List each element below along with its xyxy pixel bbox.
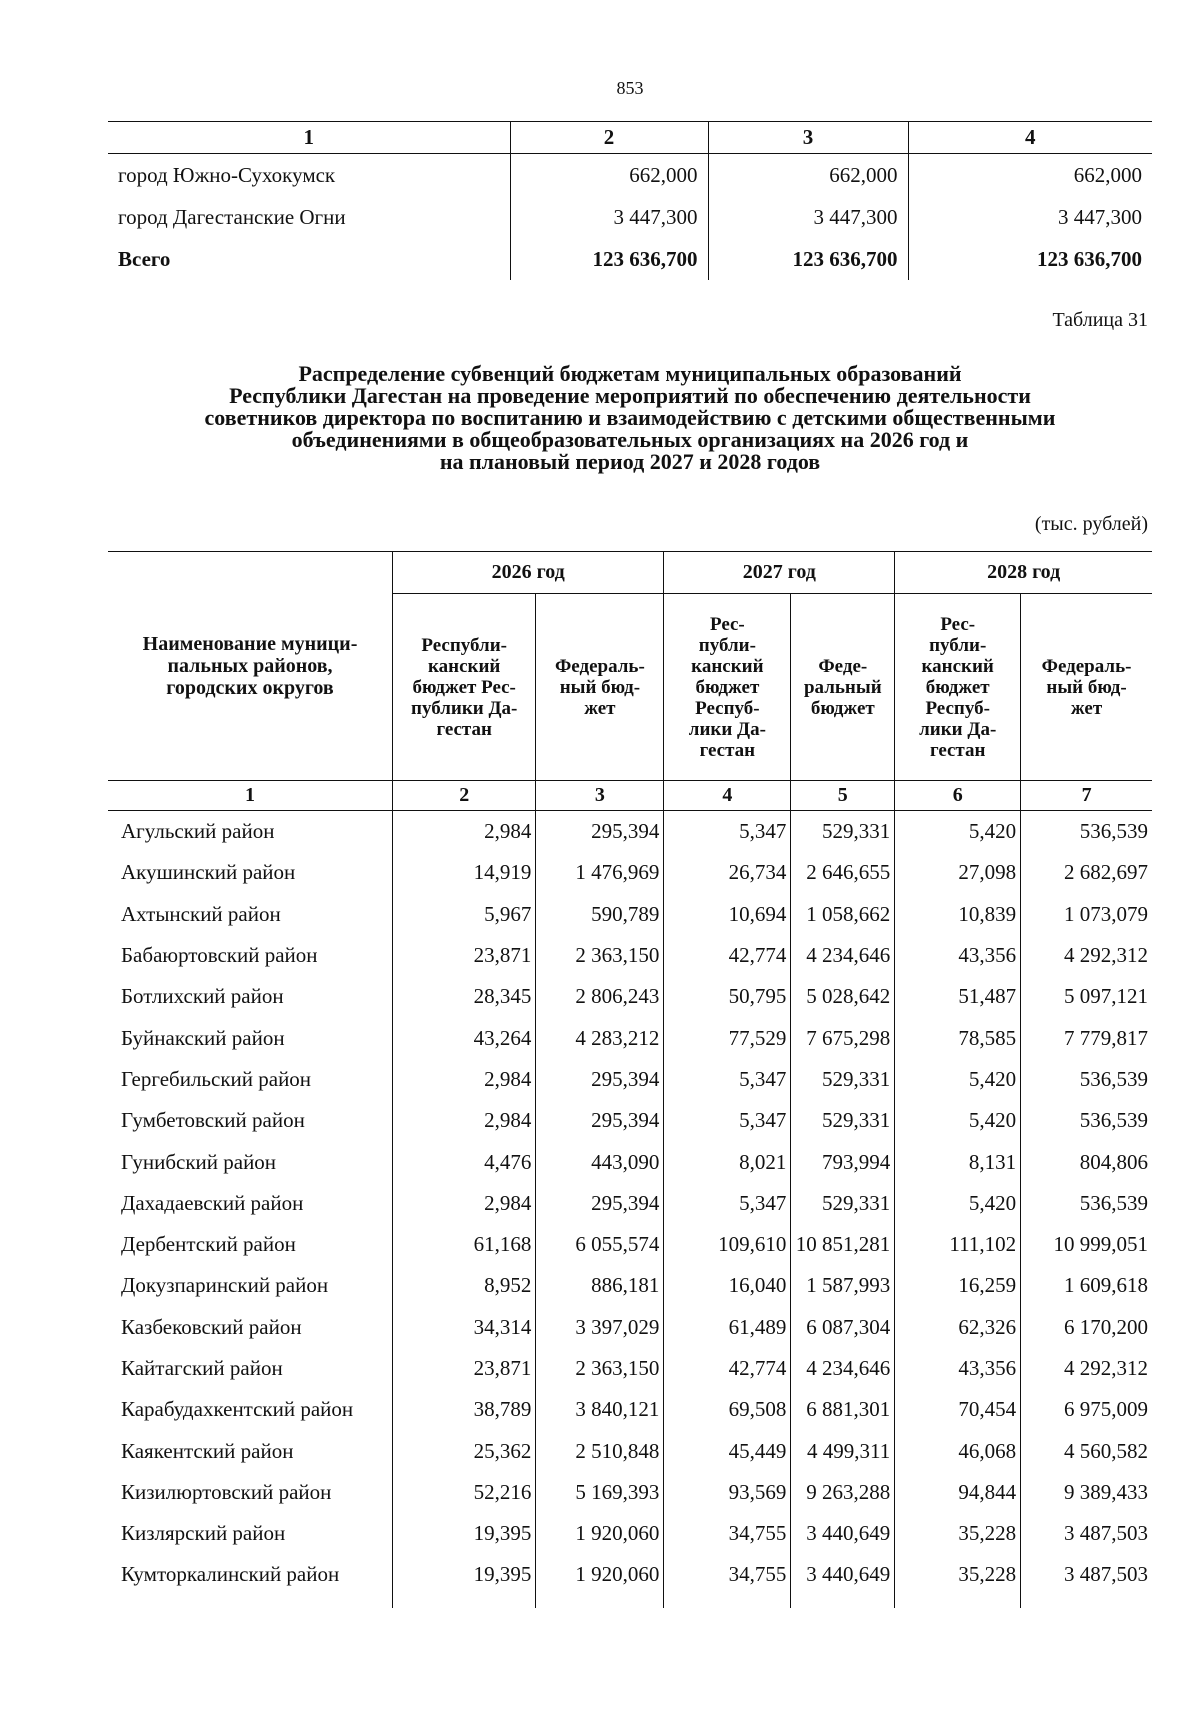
cell-value: 886,181 <box>536 1265 664 1306</box>
table-row <box>108 976 1152 1017</box>
cell-value: 25,362 <box>393 1430 536 1471</box>
column-number: 5 <box>791 781 895 811</box>
district-name: Дахадаевский район <box>121 1190 304 1215</box>
title-line: объединениями в общеобразовательных организациях на 2026 год и <box>291 427 969 452</box>
cell-value: 43,264 <box>393 1017 536 1058</box>
district-name: Кизилюртовский район <box>121 1479 332 1504</box>
budget-header: Рес- публи- канский бюджет Респуб- лики Да- гестан <box>895 594 1021 781</box>
column-number: 4 <box>664 781 791 811</box>
row-name: город Южно-Сухокумск <box>118 162 336 187</box>
cell-value: 2,984 <box>393 1183 536 1224</box>
table-row <box>108 1141 1152 1182</box>
district-name: Акушинский район <box>121 860 296 885</box>
title-line: Республики Дагестан на проведение мероприятий по обеспечению деятельности <box>229 383 1031 408</box>
cell-value: 4 283,212 <box>536 1017 664 1058</box>
cell-value: 5,967 <box>393 894 536 935</box>
cell-value: 42,774 <box>664 1348 791 1389</box>
table-row <box>108 894 1152 935</box>
cell-value: 61,168 <box>393 1224 536 1265</box>
year-header: 2026 год <box>393 552 664 594</box>
cell-value: 23,871 <box>393 1348 536 1389</box>
subvention-table <box>108 551 1152 1608</box>
cell-value: 10 851,281 <box>791 1224 895 1265</box>
column-number: 3 <box>536 781 664 811</box>
cell-value: 1 920,060 <box>536 1513 664 1554</box>
cell-value: 34,755 <box>664 1513 791 1554</box>
cell-value: 94,844 <box>895 1472 1021 1513</box>
table-row <box>108 1265 1152 1306</box>
cell-value: 28,345 <box>393 976 536 1017</box>
cell-value: 662,000 <box>510 154 708 197</box>
title-line: советников директора по воспитанию и взаимодействию с детскими общественными <box>204 405 1056 430</box>
budget-header: Феде- ральный бюджет <box>791 594 895 781</box>
district-name: Докузпаринский район <box>121 1273 329 1298</box>
cell-value: 2 363,150 <box>536 1348 664 1389</box>
cell-value: 77,529 <box>664 1017 791 1058</box>
table-row <box>108 811 1152 853</box>
column-number: 3 <box>708 122 908 154</box>
cell-value: 1 587,993 <box>791 1265 895 1306</box>
district-name: Кизлярский район <box>121 1521 286 1546</box>
total-value: 123 636,700 <box>908 238 1152 280</box>
cell-value: 61,489 <box>664 1307 791 1348</box>
table-label: Таблица 31 <box>1052 309 1148 331</box>
cell-value: 4 499,311 <box>791 1430 895 1471</box>
cell-value: 78,585 <box>895 1017 1021 1058</box>
cell-value: 6 170,200 <box>1021 1307 1152 1348</box>
district-name: Карабудахкентский район <box>121 1397 354 1422</box>
cell-value: 793,994 <box>791 1141 895 1182</box>
cell-value: 19,395 <box>393 1513 536 1554</box>
table-row <box>108 1389 1152 1430</box>
title-line: Распределение субвенций бюджетам муниципальных образований <box>298 361 962 386</box>
district-name: Ботлихский район <box>121 984 284 1009</box>
cell-value: 38,789 <box>393 1389 536 1430</box>
cell-value: 50,795 <box>664 976 791 1017</box>
cell-value: 536,539 <box>1021 1183 1152 1224</box>
cell-value: 7 779,817 <box>1021 1017 1152 1058</box>
column-number: 2 <box>393 781 536 811</box>
district-name: Каякентский район <box>121 1438 294 1463</box>
cell-value: 3 447,300 <box>908 196 1152 238</box>
cell-value: 2,984 <box>393 1100 536 1141</box>
cell-value: 5 097,121 <box>1021 976 1152 1017</box>
district-name: Гунибский район <box>121 1149 277 1174</box>
cell-value: 4 560,582 <box>1021 1430 1152 1471</box>
cell-value: 2 510,848 <box>536 1430 664 1471</box>
cell-value: 46,068 <box>895 1430 1021 1471</box>
cell-value: 9 389,433 <box>1021 1472 1152 1513</box>
cell-value: 5,347 <box>664 1100 791 1141</box>
total-value: 123 636,700 <box>708 238 908 280</box>
budget-header: Федераль- ный бюд- жет <box>1021 594 1152 781</box>
cell-value: 1 609,618 <box>1021 1265 1152 1306</box>
column-number: 1 <box>108 781 393 811</box>
cell-value: 804,806 <box>1021 1141 1152 1182</box>
cell-value: 6 881,301 <box>791 1389 895 1430</box>
cell-value: 5,347 <box>664 1059 791 1100</box>
table-row <box>108 935 1152 976</box>
table-row <box>108 1348 1152 1389</box>
cell-value: 4 234,646 <box>791 935 895 976</box>
year-header: 2028 год <box>895 552 1152 594</box>
cell-value: 19,395 <box>393 1554 536 1607</box>
table-row <box>108 154 1152 197</box>
cell-value: 3 440,649 <box>791 1554 895 1607</box>
cell-value: 6 975,009 <box>1021 1389 1152 1430</box>
cell-value: 52,216 <box>393 1472 536 1513</box>
cell-value: 2 806,243 <box>536 976 664 1017</box>
cell-value: 16,259 <box>895 1265 1021 1306</box>
continuation-table <box>108 121 1152 280</box>
cell-value: 5,420 <box>895 1059 1021 1100</box>
cell-value: 8,021 <box>664 1141 791 1182</box>
cell-value: 34,314 <box>393 1307 536 1348</box>
total-label: Всего <box>118 246 171 271</box>
cell-value: 529,331 <box>791 811 895 853</box>
district-name: Казбековский район <box>121 1314 302 1339</box>
total-row <box>108 238 1152 280</box>
cell-value: 536,539 <box>1021 1059 1152 1100</box>
cell-value: 9 263,288 <box>791 1472 895 1513</box>
row-name: город Дагестанские Огни <box>118 204 346 229</box>
cell-value: 51,487 <box>895 976 1021 1017</box>
cell-value: 27,098 <box>895 852 1021 893</box>
cell-value: 16,040 <box>664 1265 791 1306</box>
page-number: 853 <box>616 78 644 98</box>
district-name: Гергебильский район <box>121 1066 312 1091</box>
cell-value: 45,449 <box>664 1430 791 1471</box>
cell-value: 8,952 <box>393 1265 536 1306</box>
district-name: Кумторкалинский район <box>121 1562 340 1587</box>
title-line: на плановый период 2027 и 2028 годов <box>439 449 821 474</box>
table-row <box>108 1017 1152 1058</box>
column-number: 4 <box>908 122 1152 154</box>
cell-value: 6 087,304 <box>791 1307 895 1348</box>
total-value: 123 636,700 <box>510 238 708 280</box>
cell-value: 4 234,646 <box>791 1348 895 1389</box>
name-column-header: Наименование муници- пальных районов, городских округов <box>108 552 393 781</box>
cell-value: 5,347 <box>664 1183 791 1224</box>
cell-value: 2 682,697 <box>1021 852 1152 893</box>
cell-value: 111,102 <box>895 1224 1021 1265</box>
cell-value: 3 397,029 <box>536 1307 664 1348</box>
cell-value: 3 487,503 <box>1021 1554 1152 1607</box>
cell-value: 1 073,079 <box>1021 894 1152 935</box>
budget-header: Рес- публи- канский бюджет Респуб- лики Да- гестан <box>664 594 791 781</box>
district-name: Кайтагский район <box>121 1356 283 1380</box>
column-number: 7 <box>1021 781 1152 811</box>
cell-value: 62,326 <box>895 1307 1021 1348</box>
column-number: 6 <box>895 781 1021 811</box>
cell-value: 529,331 <box>791 1059 895 1100</box>
district-name: Бабаюртовский район <box>121 943 318 968</box>
cell-value: 5,420 <box>895 1100 1021 1141</box>
cell-value: 26,734 <box>664 852 791 893</box>
column-number: 1 <box>108 122 510 154</box>
cell-value: 35,228 <box>895 1513 1021 1554</box>
cell-value: 10,694 <box>664 894 791 935</box>
table-row <box>108 1307 1152 1348</box>
cell-value: 5 028,642 <box>791 976 895 1017</box>
cell-value: 1 920,060 <box>536 1554 664 1607</box>
district-name: Дербентский район <box>121 1232 296 1257</box>
cell-value: 3 840,121 <box>536 1389 664 1430</box>
table-row <box>108 1472 1152 1513</box>
cell-value: 7 675,298 <box>791 1017 895 1058</box>
cell-value: 10,839 <box>895 894 1021 935</box>
cell-value: 3 447,300 <box>708 196 908 238</box>
cell-value: 4 292,312 <box>1021 1348 1152 1389</box>
column-number: 2 <box>510 122 708 154</box>
cell-value: 3 447,300 <box>510 196 708 238</box>
cell-value: 662,000 <box>908 154 1152 197</box>
cell-value: 2,984 <box>393 811 536 853</box>
table-row <box>108 1183 1152 1224</box>
cell-value: 295,394 <box>536 811 664 853</box>
cell-value: 529,331 <box>791 1100 895 1141</box>
cell-value: 536,539 <box>1021 811 1152 853</box>
budget-header: Федераль- ный бюд- жет <box>536 594 664 781</box>
table-title <box>108 363 1152 473</box>
district-name: Гумбетовский район <box>121 1108 305 1133</box>
cell-value: 1 476,969 <box>536 852 664 893</box>
district-name: Буйнакский район <box>121 1025 285 1050</box>
table-row <box>108 1224 1152 1265</box>
cell-value: 295,394 <box>536 1183 664 1224</box>
table-row <box>108 1059 1152 1100</box>
table-row <box>108 852 1152 893</box>
cell-value: 35,228 <box>895 1554 1021 1607</box>
district-name: Ахтынский район <box>121 901 281 926</box>
cell-value: 3 440,649 <box>791 1513 895 1554</box>
table-row <box>108 196 1152 238</box>
cell-value: 8,131 <box>895 1141 1021 1182</box>
table-row <box>108 1554 1152 1607</box>
cell-value: 34,755 <box>664 1554 791 1607</box>
cell-value: 109,610 <box>664 1224 791 1265</box>
cell-value: 529,331 <box>791 1183 895 1224</box>
table-row <box>108 1100 1152 1141</box>
table-row <box>108 1513 1152 1554</box>
cell-value: 43,356 <box>895 1348 1021 1389</box>
cell-value: 5,420 <box>895 1183 1021 1224</box>
cell-value: 2 646,655 <box>791 852 895 893</box>
cell-value: 14,919 <box>393 852 536 893</box>
year-header: 2027 год <box>664 552 895 594</box>
units-label: (тыс. рублей) <box>1034 513 1148 535</box>
column-number-row <box>108 781 1152 811</box>
cell-value: 93,569 <box>664 1472 791 1513</box>
cell-value: 662,000 <box>708 154 908 197</box>
cell-value: 2,984 <box>393 1059 536 1100</box>
cell-value: 4,476 <box>393 1141 536 1182</box>
cell-value: 5,347 <box>664 811 791 853</box>
cell-value: 4 292,312 <box>1021 935 1152 976</box>
cell-value: 5,420 <box>895 811 1021 853</box>
cell-value: 3 487,503 <box>1021 1513 1152 1554</box>
cell-value: 43,356 <box>895 935 1021 976</box>
cell-value: 295,394 <box>536 1100 664 1141</box>
cell-value: 536,539 <box>1021 1100 1152 1141</box>
table-body <box>108 811 1152 1608</box>
cell-value: 70,454 <box>895 1389 1021 1430</box>
cell-value: 69,508 <box>664 1389 791 1430</box>
cell-value: 5 169,393 <box>536 1472 664 1513</box>
cell-value: 23,871 <box>393 935 536 976</box>
cell-value: 2 363,150 <box>536 935 664 976</box>
cell-value: 590,789 <box>536 894 664 935</box>
district-name: Агульский район <box>121 819 275 844</box>
budget-header: Республи- канский бюджет Рес- публики Да- гестан <box>393 594 536 781</box>
continuation-header-row <box>108 122 1152 154</box>
table-row <box>108 1430 1152 1471</box>
cell-value: 10 999,051 <box>1021 1224 1152 1265</box>
year-header-row <box>108 552 1152 594</box>
cell-value: 6 055,574 <box>536 1224 664 1265</box>
cell-value: 1 058,662 <box>791 894 895 935</box>
cell-value: 42,774 <box>664 935 791 976</box>
cell-value: 295,394 <box>536 1059 664 1100</box>
cell-value: 443,090 <box>536 1141 664 1182</box>
